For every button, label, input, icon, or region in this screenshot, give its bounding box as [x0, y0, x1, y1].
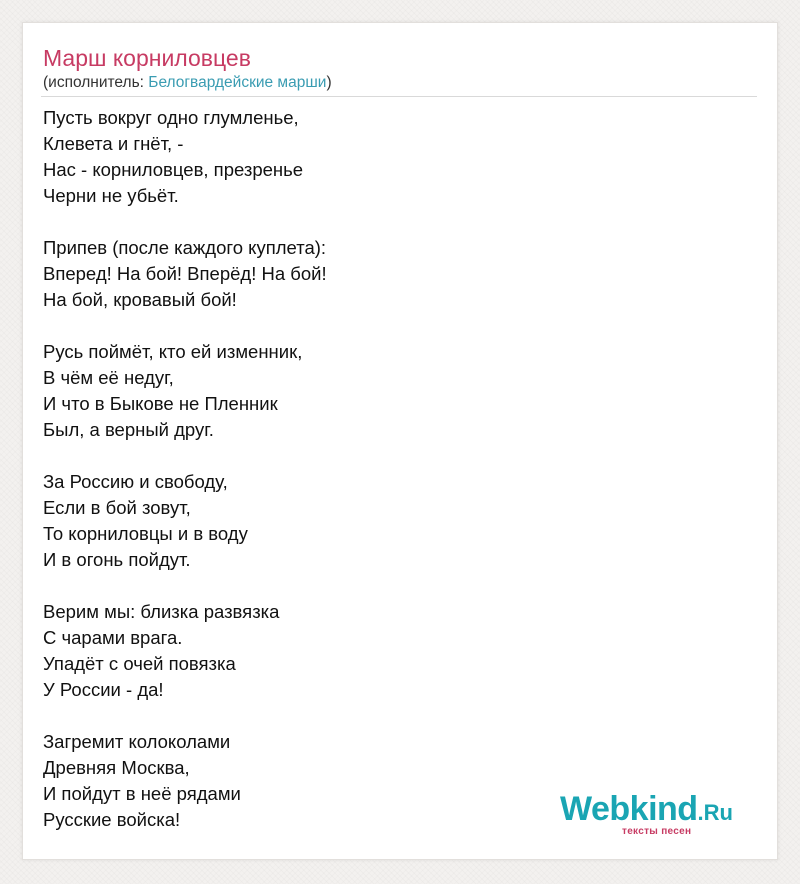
stanza-2 — [43, 339, 743, 443]
lyric-line: У России - да! — [43, 679, 164, 700]
lyric-line: Вперед! На бой! Вперёд! На бой! — [43, 263, 327, 284]
lyrics-card — [22, 22, 778, 860]
lyric-line: На бой, кровавый бой! — [43, 289, 237, 310]
lyrics-body — [43, 105, 743, 859]
lyric-line: Был, а верный друг. — [43, 419, 214, 440]
lyric-line: Русские войска! — [43, 809, 181, 830]
lyric-line: Клевета и гнёт, - — [43, 133, 184, 154]
lyric-line: Припев (после каждого куплета): — [43, 237, 327, 258]
divider — [41, 96, 757, 97]
lyric-line: Нас - корниловцев, презренье — [43, 159, 304, 180]
lyric-line: Пусть вокруг одно глумленье, — [43, 107, 299, 128]
lyric-line: Черни не убьёт. — [43, 185, 179, 206]
lyric-line: Упадёт с очей повязка — [43, 653, 236, 674]
stanza-4 — [43, 599, 743, 703]
lyric-line: И пойдут в неё рядами — [43, 783, 241, 804]
stanza-1 — [43, 105, 743, 209]
song-title: Марш корниловцев — [43, 45, 251, 71]
stanza-3 — [43, 469, 743, 573]
stanza-chorus — [43, 235, 743, 313]
lyric-line: Древняя Москва, — [43, 757, 190, 778]
lyric-line: То корниловцы и в воду — [43, 523, 248, 544]
lyric-line: В чём её недуг, — [43, 367, 174, 388]
artist-line — [43, 74, 332, 92]
lyric-line: Если в бой зовут, — [43, 497, 191, 518]
lyric-line: Загремит колоколами — [43, 731, 231, 752]
lyric-line: И в огонь пойдут. — [43, 549, 191, 570]
artist-suffix: ) — [326, 74, 332, 91]
logo-domain: .Ru — [697, 800, 733, 825]
artist-link[interactable]: Белогвардейские марши — [148, 74, 327, 91]
lyric-line: За Россию и свободу, — [43, 471, 228, 492]
lyric-line: Русь поймёт, кто ей изменник, — [43, 341, 303, 362]
lyric-line: И что в Быкове не Пленник — [43, 393, 278, 414]
logo-tagline: тексты песен — [622, 826, 692, 837]
lyric-line: С чарами врага. — [43, 627, 183, 648]
logo-wordmark: Webkind — [560, 790, 698, 828]
lyric-line: Верим мы: близка развязка — [43, 601, 280, 622]
artist-prefix: (исполнитель: — [43, 74, 149, 91]
webkind-logo[interactable] — [560, 792, 750, 838]
